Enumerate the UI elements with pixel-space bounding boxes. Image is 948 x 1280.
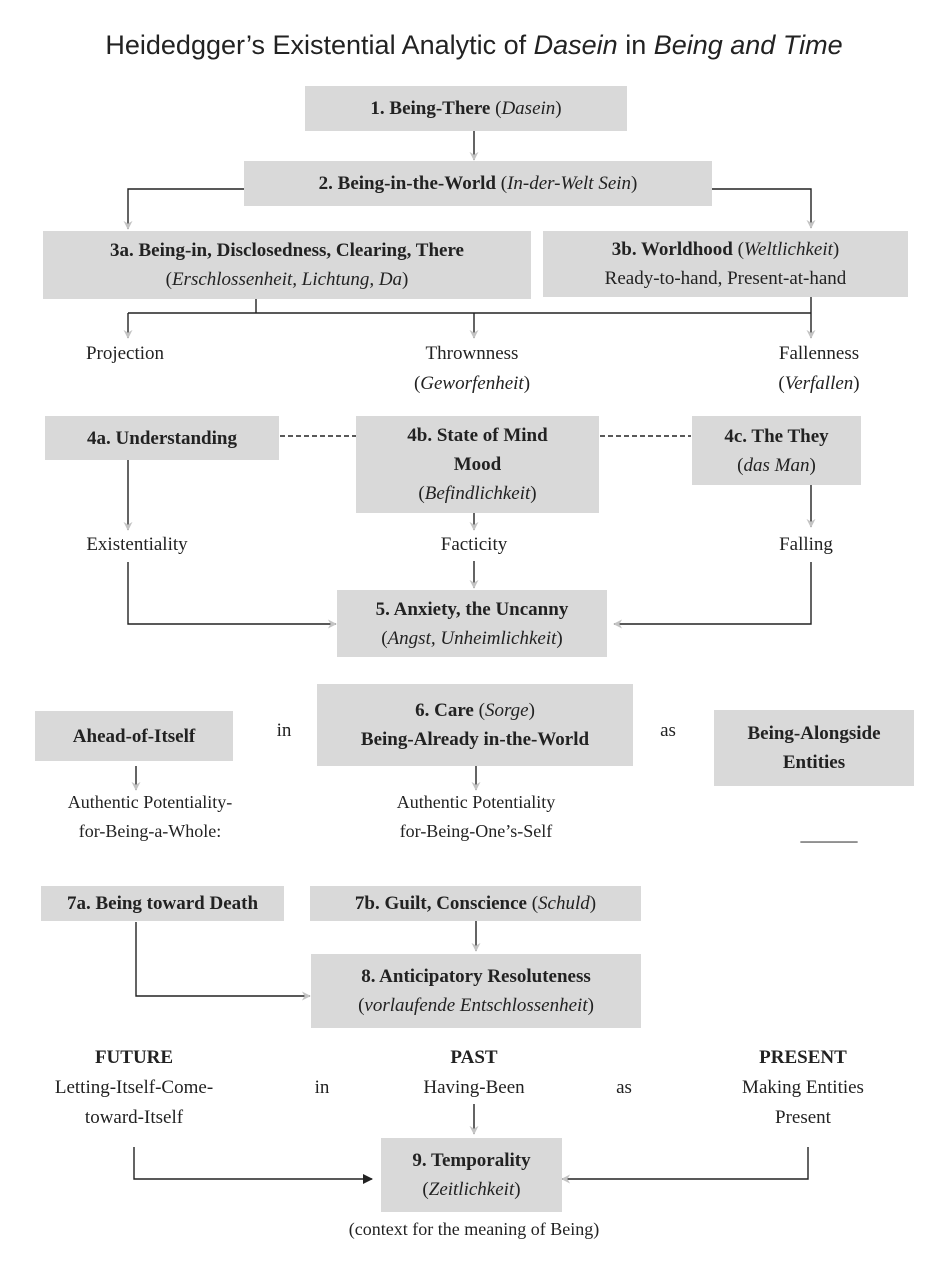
node-4c-german: das Man (743, 454, 810, 476)
node-5-anxiety: 5. Anxiety, the Uncanny (Angst, Unheimlichkeit) (337, 590, 607, 657)
alongside-line1: Being-Alongside (747, 723, 881, 744)
auth-whole-line2: for-Being-a-Whole: (78, 821, 222, 841)
present-line2: Present (775, 1107, 831, 1128)
node-5-label: 5. Anxiety, the Uncanny (375, 598, 569, 620)
node-2-being-in-the-world: 2. Being-in-the-World (In-der-Welt Sein) (244, 161, 712, 206)
connector-in-1: in (276, 720, 292, 741)
node-2-german: In-der-Welt Sein (507, 173, 632, 194)
node-6-label: 6. Care (415, 700, 474, 721)
node-3b-worldhood: 3b. Worldhood (Weltlichkeit) Ready-to-hand, Present-at-hand (543, 231, 908, 297)
title-mid: in (617, 30, 654, 60)
node-3b-label: 3b. Worldhood (611, 239, 733, 260)
node-8-anticipatory-resoluteness: 8. Anticipatory Resoluteness (vorlaufende Entschlossenheit) (311, 954, 641, 1028)
node-7a-label: 7a. Being toward Death (66, 893, 259, 914)
node-7a-being-toward-death (41, 886, 284, 921)
node-1-german: Dasein (501, 98, 556, 119)
node-1-label: 1. Being-There (370, 98, 491, 119)
future-line1: Letting-Itself-Come- (54, 1077, 214, 1098)
node-1-being-there: 1. Being-There (Dasein) (305, 86, 627, 131)
diagram-title (0, 30, 948, 61)
node-9-temporality: 9. Temporality (Zeitlichkeit) (381, 1138, 562, 1212)
label-existentiality: Existentiality (86, 534, 188, 555)
node-7b-guilt: 7b. Guilt, Conscience (Schuld) (310, 886, 641, 921)
label-projection: Projection (85, 343, 165, 364)
label-thrownness: Thrownness (Geworfenheit) (392, 339, 552, 399)
fallenness-german: Verfallen (784, 373, 854, 394)
node-2-label: 2. Being-in-the-World (318, 173, 496, 194)
node-3a-german: Erschlossenheit, Lichtung, Da (171, 269, 403, 290)
alongside-line2: Entities (782, 752, 846, 773)
label-falling: Falling (779, 534, 833, 555)
auth-self-line1: Authentic Potentiality (396, 792, 556, 812)
thrownness-label: Thrownness (425, 343, 519, 364)
node-6-german: Sorge (484, 700, 529, 721)
node-4c-label: 4c. The They (724, 425, 829, 447)
node-4b-line2: Mood (453, 454, 502, 475)
node-8-label: 8. Anticipatory Resoluteness (361, 966, 591, 987)
title-dasein: Dasein (533, 30, 618, 60)
node-9-german: Zeitlichkeit (428, 1179, 515, 1200)
label-fallenness: Fallenness (Verfallen) (750, 339, 888, 399)
auth-whole-line1: Authentic Potentiality- (67, 792, 233, 812)
node-being-alongside (714, 710, 914, 786)
future-line2: toward-Itself (84, 1107, 184, 1128)
node-6-sub: Being-Already in-the-World (360, 729, 590, 750)
node-4c-the-they: 4c. The They (das Man) (692, 416, 861, 485)
blank-line: ______ (800, 824, 858, 845)
label-past (394, 1043, 554, 1103)
node-3b-german: Weltlichkeit (743, 239, 833, 260)
label-authentic-whole (30, 788, 270, 846)
node-9-label: 9. Temporality (412, 1150, 531, 1171)
node-4a-label: 4a. Understanding (87, 427, 237, 449)
node-4a-understanding (45, 416, 279, 460)
label-present (700, 1043, 906, 1133)
label-authentic-self (356, 788, 596, 846)
past-line1: Having-Been (423, 1077, 525, 1098)
connector-in-2: in (314, 1077, 330, 1098)
label-facticity: Facticity (440, 534, 508, 555)
connector-as-1: as (660, 720, 676, 741)
label-future (14, 1043, 254, 1133)
fallenness-label: Fallenness (778, 343, 860, 364)
ahead-label: Ahead-of-Itself (72, 725, 196, 747)
node-3a-being-in: 3a. Being-in, Disclosedness, Clearing, There (Erschlossenheit, Lichtung, Da) (43, 231, 531, 299)
footer-caption: (context for the meaning of Being) (348, 1219, 600, 1239)
node-7b-german: Schuld (538, 893, 590, 914)
present-line1: Making Entities (742, 1077, 864, 1098)
node-4b-line1: 4b. State of Mind (407, 425, 548, 446)
node-6-care: 6. Care (Sorge) Being-Already in-the-World (317, 684, 633, 766)
node-5-german: Angst, Unheimlichkeit (387, 627, 557, 649)
node-4b-german: Befindlichkeit (424, 483, 531, 504)
future-head: FUTURE (94, 1047, 174, 1068)
node-ahead-of-itself (35, 711, 233, 761)
connector-as-2: as (616, 1077, 632, 1098)
node-8-german: vorlaufende Entschlossenheit (364, 995, 588, 1016)
node-4b-state-of-mind: 4b. State of Mind Mood (Befindlichkeit) (356, 416, 599, 513)
title-work: Being and Time (653, 30, 843, 60)
node-7b-label: 7b. Guilt, Conscience (354, 893, 527, 914)
node-3b-sub: Ready-to-hand, Present-at-hand (604, 268, 847, 289)
past-head: PAST (450, 1047, 498, 1068)
auth-self-line2: for-Being-One’s-Self (399, 821, 553, 841)
present-head: PRESENT (759, 1047, 847, 1068)
thrownness-german: Geworfenheit (420, 373, 524, 394)
title-prefix: Heidedgger’s Existential Analytic of (105, 30, 534, 60)
node-3a-label: 3a. Being-in, Disclosedness, Clearing, There (110, 240, 464, 261)
